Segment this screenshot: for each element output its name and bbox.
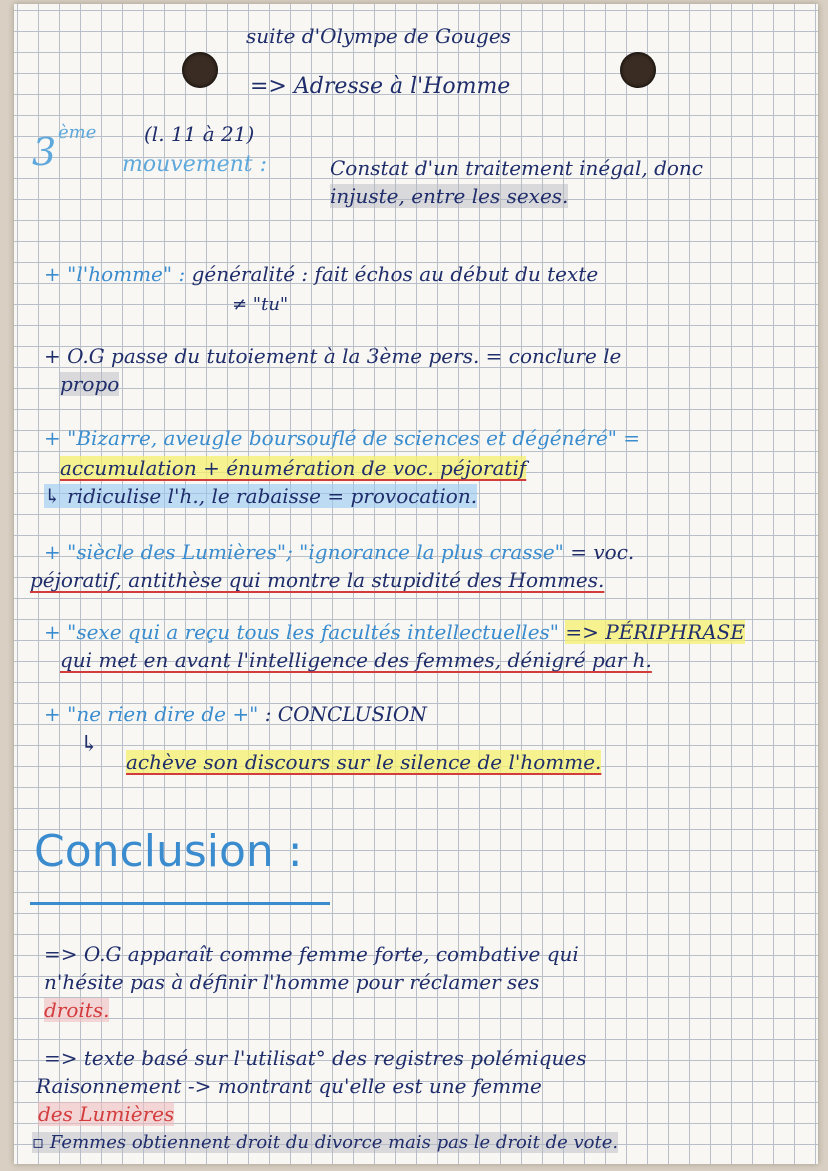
point-6-text: : CONCLUSION bbox=[264, 702, 427, 726]
movement-number: 3 bbox=[32, 130, 57, 174]
conclusion-p1-line-3: droits. bbox=[44, 998, 110, 1022]
movement-text-1: Constat d'un traitement inégal, donc bbox=[330, 156, 704, 180]
point-3-quote: + "Bizarre, aveugle boursouflé de sciences et dégénéré" = bbox=[44, 426, 641, 450]
conclusion-p2-line-3: des Lumières bbox=[38, 1102, 175, 1126]
point-5-quote: + "sexe qui a reçu tous les facultés intellectuelles" bbox=[44, 620, 559, 644]
point-3-line-2: accumulation + énumération de voc. péjoratif bbox=[60, 456, 527, 480]
point-4-line-2: péjoratif, antithèse qui montre la stupidité des Hommes. bbox=[30, 568, 605, 592]
point-1-contrast: ≠ "tu" bbox=[232, 294, 289, 315]
point-1-quote: + "l'homme" : bbox=[44, 262, 186, 286]
point-4-text: = voc. bbox=[570, 540, 635, 564]
conclusion-heading-underline bbox=[30, 902, 330, 905]
binder-hole-left bbox=[182, 52, 218, 88]
conclusion-p1-line-1: => O.G apparaît comme femme forte, combative qui bbox=[44, 942, 579, 966]
point-5-line-2: qui met en avant l'intelligence des femmes, dénigré par h. bbox=[60, 648, 652, 672]
movement-suffix: ème bbox=[58, 122, 97, 143]
page-subtitle: => Adresse à l'Homme bbox=[250, 74, 511, 99]
point-6 bbox=[44, 702, 427, 726]
notebook-page bbox=[14, 4, 818, 1164]
point-4 bbox=[44, 540, 634, 564]
point-6-arrow: ↳ bbox=[80, 732, 99, 757]
movement-lines-ref: (l. 11 à 21) bbox=[144, 122, 255, 146]
point-1-text: généralité : fait échos au début du texte bbox=[191, 262, 599, 286]
point-2-line-1: + O.G passe du tutoiement à la 3ème pers. = conclure le bbox=[44, 344, 622, 368]
point-3-line-3: ↳ ridiculise l'h., le rabaisse = provocation. bbox=[44, 484, 478, 508]
page-title: suite d'Olympe de Gouges bbox=[246, 24, 511, 48]
point-5 bbox=[44, 620, 745, 644]
conclusion-heading: Conclusion : bbox=[34, 826, 303, 877]
point-5-text: => PÉRIPHRASE bbox=[565, 620, 745, 644]
point-2-line-2: propo bbox=[60, 372, 120, 396]
point-1 bbox=[44, 262, 598, 286]
point-6-quote: + "ne rien dire de +" bbox=[44, 702, 259, 726]
conclusion-p2-line-2: Raisonnement -> montrant qu'elle est une femme bbox=[36, 1074, 542, 1098]
binder-hole-right bbox=[620, 52, 656, 88]
point-4-quote: + "siècle des Lumières"; "ignorance la plus crasse" bbox=[44, 540, 564, 564]
movement-label: mouvement : bbox=[122, 152, 268, 177]
conclusion-p1-line-2: n'hésite pas à définir l'homme pour réclamer ses bbox=[44, 970, 540, 994]
conclusion-p2-line-1: => texte basé sur l'utilisat° des registres polémiques bbox=[44, 1046, 587, 1070]
point-6-line-2: achève son discours sur le silence de l'homme. bbox=[126, 750, 602, 774]
conclusion-p2-line-4: ▫ Femmes obtiennent droit du divorce mais pas le droit de vote. bbox=[32, 1132, 619, 1153]
movement-text-2: injuste, entre les sexes. bbox=[330, 184, 569, 208]
